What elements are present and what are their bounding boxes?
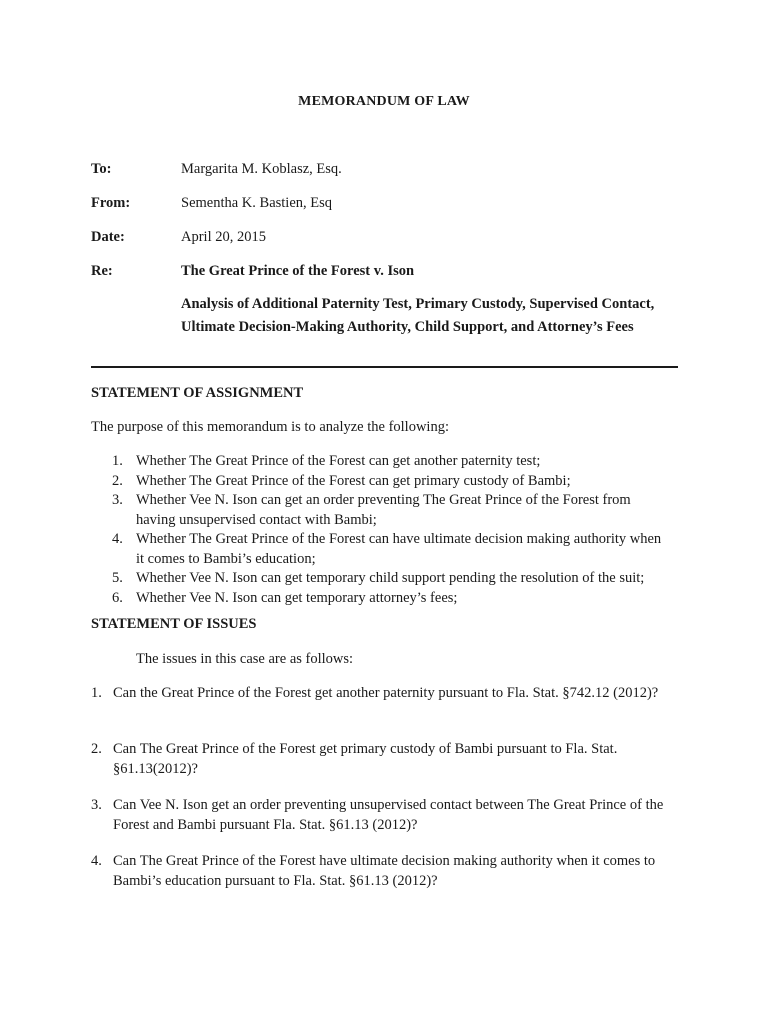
issues-intro: The issues in this case are as follows: [136,651,354,667]
re-description-line: Ultimate Decision-Making Authority, Child Support, and Attorney’s Fees [181,319,634,335]
issues-heading: STATEMENT OF ISSUES [91,616,257,632]
list-number: 4. [112,531,123,547]
issue-number: 4. [91,853,102,869]
date-label: Date: [91,229,125,245]
to-value: Margarita M. Koblasz, Esq. [181,161,342,177]
issue-item [91,683,691,703]
list-number: 1. [112,453,123,469]
to-label: To: [91,161,112,177]
re-label: Re: [91,263,113,279]
list-number: 2. [112,472,123,489]
list-item [91,530,671,569]
issue-text: Can The Great Prince of the Forest have ultimate decision making authority when it comes to Bambi’s education pursuant to Fla. Stat. §61.13 (2012)? [113,853,656,889]
list-text: Whether Vee N. Ison can get temporary attorney’s fees; [136,589,458,606]
list-item [91,472,671,492]
issue-text: Can Vee N. Ison get an order preventing unsupervised contact between The Great Prince of the Forest and Bambi pursuant Fla. Stat. §61.13 (2012)? [113,797,664,833]
assignment-list [91,452,671,608]
date-value: April 20, 2015 [181,229,266,245]
list-number: 5. [112,570,123,586]
issue-text: Can the Great Prince of the Forest get another paternity pursuant to Fla. Stat. §742.12 (2012)? [113,685,659,701]
list-text: Whether The Great Prince of the Forest can have ultimate decision making authority when it comes to Bambi’s education; [136,531,662,567]
re-description [181,293,701,339]
issue-item [91,795,691,835]
issue-item [91,851,691,891]
re-value: The Great Prince of the Forest v. Ison [181,263,415,279]
issue-text: Can The Great Prince of the Forest get primary custody of Bambi pursuant to Fla. Stat. §61.13(2012)? [113,741,618,777]
list-text: Whether The Great Prince of the Forest can get another paternity test; [136,453,541,469]
list-item [91,569,671,589]
list-text: Whether The Great Prince of the Forest can get primary custody of Bambi; [136,472,571,489]
issue-number: 3. [91,797,102,813]
list-number: 3. [112,492,123,508]
from-value: Sementha K. Bastien, Esq [181,195,333,211]
list-text: Whether Vee N. Ison can get temporary child support pending the resolution of the suit; [136,570,645,586]
memo-title: MEMORANDUM OF LAW [298,94,470,109]
assignment-intro: The purpose of this memorandum is to analyze the following: [91,419,449,435]
issue-item [91,739,691,779]
issue-number: 2. [91,741,102,757]
list-item [91,589,671,609]
assignment-heading: STATEMENT OF ASSIGNMENT [91,385,304,401]
horizontal-divider [91,366,678,368]
list-number: 6. [112,589,123,606]
re-description-line: Analysis of Additional Paternity Test, Primary Custody, Supervised Contact, [181,296,655,312]
from-label: From: [91,195,131,211]
list-item [91,491,671,530]
list-item [91,452,671,472]
issue-number: 1. [91,685,102,701]
list-text: Whether Vee N. Ison can get an order preventing The Great Prince of the Forest from having unsupervised contact with Bambi; [136,492,631,528]
